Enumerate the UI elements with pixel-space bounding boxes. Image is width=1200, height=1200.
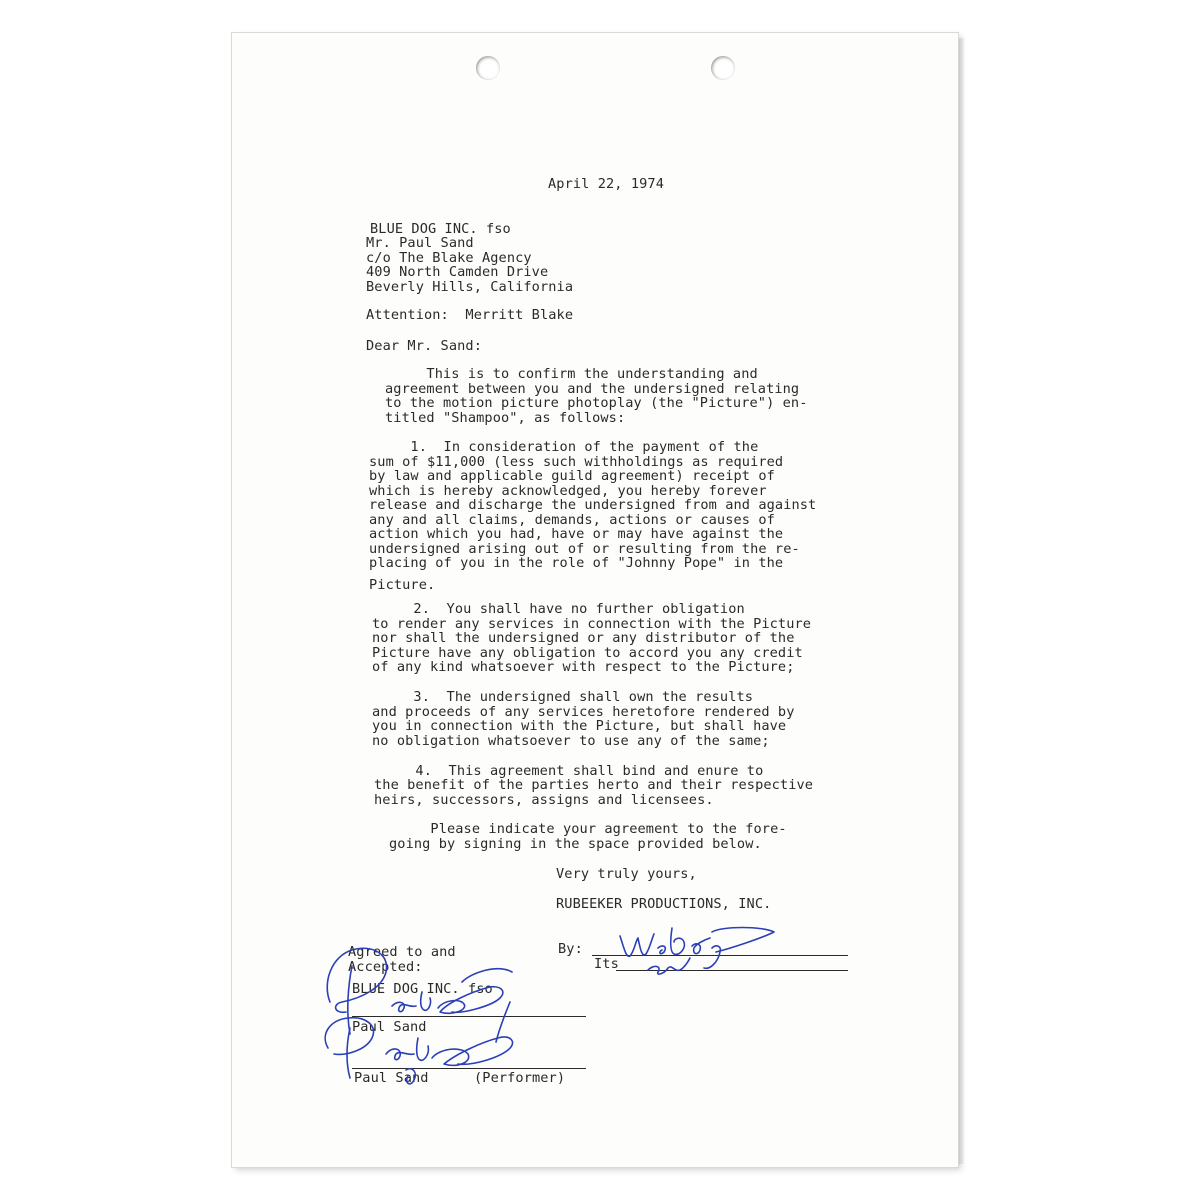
clause-line: heirs, successors, assigns and licensees. — [374, 792, 714, 808]
clause-line: placing of you in the role of "Johnny Pope" in the — [369, 555, 784, 571]
clause-line: to render any services in connection with the Picture — [372, 616, 812, 632]
address-line: 409 North Camden Drive — [366, 264, 549, 280]
clause-line: 4. This agreement shall bind and enure to — [374, 763, 764, 779]
signatory-company: BLUE DOG INC. fso — [352, 981, 493, 997]
body-line: titled "Shampoo", as follows: — [385, 410, 626, 426]
signatory-name: Paul Sand — [352, 1019, 427, 1035]
paper-edge — [958, 38, 964, 1164]
clause-line: by law and applicable guild agreement) receipt of — [369, 468, 775, 484]
clause-line: of any kind whatsoever with respect to the Picture; — [372, 659, 795, 675]
letter-date: April 22, 1974 — [548, 176, 664, 192]
punch-hole-right — [711, 56, 735, 80]
body-line: to the motion picture photoplay (the "Picture") en- — [385, 395, 808, 411]
clause-line: undersigned arising out of or resulting from the re- — [369, 541, 800, 557]
its-label: Its — [594, 956, 619, 972]
by-label: By: — [558, 941, 583, 957]
clause-line: any and all claims, demands, actions or causes of — [369, 512, 775, 528]
address-line: BLUE DOG INC. fso — [370, 221, 511, 237]
clause-line: no obligation whatsoever to use any of the same; — [372, 733, 770, 749]
body-line: Please indicate your agreement to the fore- — [389, 821, 787, 837]
attention-line: Attention: Merritt Blake — [366, 307, 574, 323]
clause-line: Picture have any obligation to accord you any credit — [372, 645, 803, 661]
clause-line: nor shall the undersigned or any distributor of the — [372, 630, 795, 646]
clause-line: which is hereby acknowledged, you hereby forever — [369, 483, 767, 499]
company-name: RUBEEKER PRODUCTIONS, INC. — [556, 896, 772, 912]
performer-label: (Performer) — [474, 1070, 566, 1086]
clause-line: action which you had, have or may have against the — [369, 526, 784, 542]
clause-line: you in connection with the Picture, but shall have — [372, 718, 787, 734]
punch-hole-left — [476, 56, 500, 80]
clause-line: 1. In consideration of the payment of the — [369, 439, 759, 455]
body-line: agreement between you and the undersigned relating — [385, 381, 800, 397]
agreed-label: Agreed to and — [348, 944, 456, 960]
address-line: c/o The Blake Agency — [366, 250, 532, 266]
clause-line: 3. The undersigned shall own the results — [372, 689, 754, 705]
address-line: Mr. Paul Sand — [366, 235, 474, 251]
clause-line: 2. You shall have no further obligation — [372, 601, 745, 617]
body-line: This is to confirm the understanding and — [385, 366, 758, 382]
clause-line: the benefit of the parties herto and their respective — [374, 777, 814, 793]
clause-line: Picture. — [369, 577, 436, 593]
clause-line: sum of $11,000 (less such withholdings as required — [369, 454, 784, 470]
accepted-label: Accepted: — [348, 959, 423, 975]
salutation: Dear Mr. Sand: — [366, 338, 482, 354]
body-line: going by signing in the space provided below. — [389, 836, 762, 852]
signatory-name: Paul Sand — [354, 1070, 429, 1086]
clause-line: release and discharge the undersigned from and against — [369, 497, 817, 513]
company-officer-signature — [612, 918, 782, 980]
valediction: Very truly yours, — [556, 866, 697, 882]
performer-signature — [312, 942, 528, 1092]
address-line: Beverly Hills, California — [366, 279, 574, 295]
clause-line: and proceeds of any services heretofore rendered by — [372, 704, 795, 720]
